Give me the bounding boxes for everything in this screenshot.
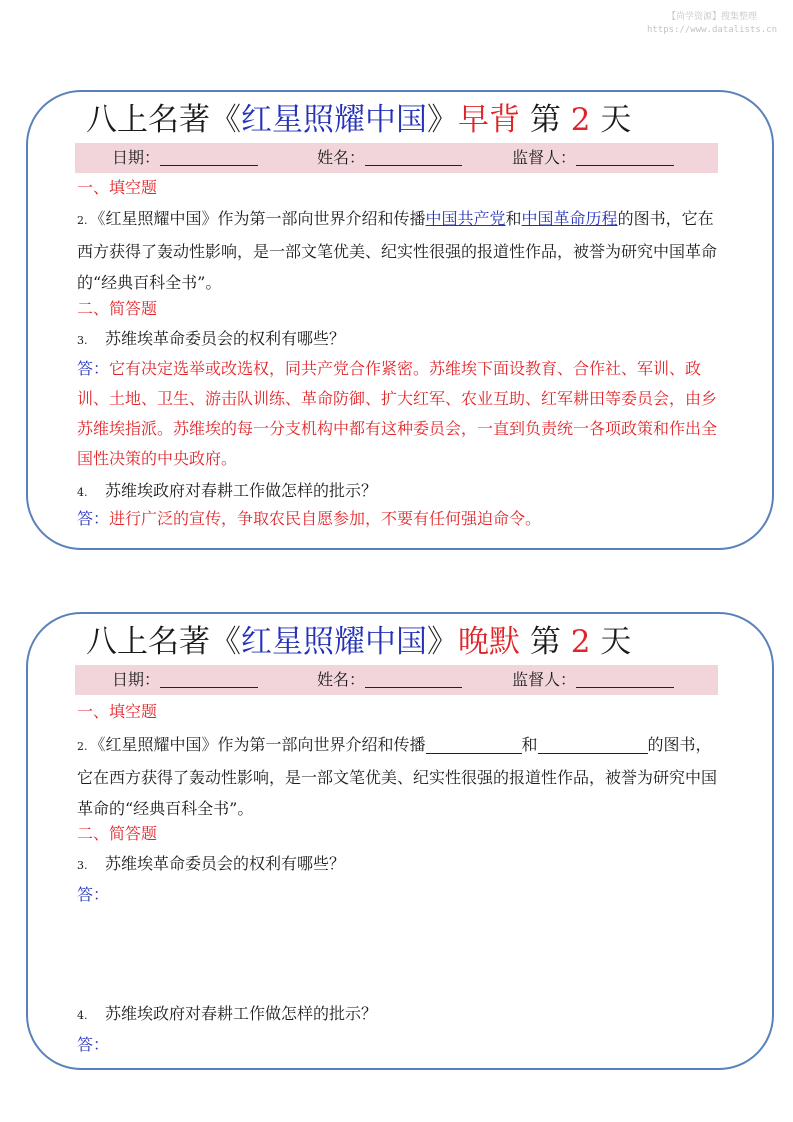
title-mode: 晚默 <box>458 624 520 660</box>
answer-label: 答： <box>77 359 110 378</box>
question-3 <box>77 848 722 881</box>
question-text: 苏维埃革命委员会的权利有哪些？ <box>105 854 346 873</box>
supervisor-label: 监督人： <box>512 670 577 689</box>
title-book: 红星照耀中国 <box>241 102 427 138</box>
name-label: 姓名： <box>317 148 366 167</box>
date-label: 日期： <box>112 670 161 689</box>
question-number: 4. <box>77 1009 88 1022</box>
name-label: 姓名： <box>317 670 366 689</box>
answer-link-2[interactable]: 中国革命历程 <box>521 209 618 228</box>
supervisor-label: 监督人： <box>512 148 577 167</box>
date-label: 日期： <box>112 148 161 167</box>
title-day-post: 天 <box>590 102 632 138</box>
title-mode: 早背 <box>458 102 520 138</box>
date-field[interactable] <box>112 665 258 695</box>
question-number: 2. <box>77 214 88 227</box>
question-2 <box>77 729 722 824</box>
question-text-end: 的图书，它在西方获得了轰动性影响，是一部文笔优美、纪实性很强的报道性作品，被誉为研究中国革命的“经典百科全书”。 <box>77 735 718 818</box>
question-4 <box>77 998 722 1031</box>
title-day-num: 2 <box>570 624 591 660</box>
answer-text: 进行广泛的宣传，争取农民自愿参加，不要有任何强迫命令。 <box>109 509 542 528</box>
question-text: 苏维埃政府对春耕工作做怎样的批示？ <box>105 481 378 500</box>
title-day-pre: 第 <box>520 624 571 660</box>
question-text: 苏维埃革命委员会的权利有哪些？ <box>105 329 346 348</box>
question-text: 《红星照耀中国》作为第一部向世界介绍和传播 <box>89 735 426 754</box>
evening-card <box>26 612 774 1070</box>
question-2 <box>77 203 722 298</box>
answer-label: 答： <box>77 885 110 904</box>
title-suffix: 》 <box>427 102 458 138</box>
title-day-num: 2 <box>570 102 591 138</box>
date-field[interactable] <box>112 143 258 173</box>
section-fill-blank: 一、填空题 <box>77 702 158 721</box>
section-short-answer: 二、简答题 <box>77 824 158 843</box>
answer-4 <box>77 504 722 534</box>
question-number: 3. <box>77 334 88 347</box>
name-field[interactable] <box>317 665 462 695</box>
info-bar <box>75 143 718 173</box>
question-text: 《红星照耀中国》作为第一部向世界介绍和传播 <box>89 209 426 228</box>
watermark-line1: 【尚学资源】搜集整理 <box>666 12 757 22</box>
answer-link-1[interactable]: 中国共产党 <box>425 209 506 228</box>
question-3 <box>77 323 722 356</box>
answer-3 <box>77 354 722 474</box>
supervisor-field[interactable] <box>512 665 674 695</box>
question-text-end: 的图书，它在西方获得了轰动性影响，是一部文笔优美、纪实性很强的报道性作品，被誉为研究中国革命的“经典百科全书”。 <box>77 209 718 292</box>
title-day-pre: 第 <box>520 102 571 138</box>
card-title <box>86 620 631 664</box>
answer-label: 答： <box>77 1035 110 1054</box>
answer-label: 答： <box>77 509 110 528</box>
title-book: 红星照耀中国 <box>241 624 427 660</box>
answer-4[interactable] <box>77 1030 722 1060</box>
watermark <box>647 11 777 37</box>
title-prefix: 八上名著《 <box>86 624 241 660</box>
question-number: 2. <box>77 740 88 753</box>
section-fill-blank: 一、填空题 <box>77 178 158 197</box>
question-number: 3. <box>77 859 88 872</box>
section-short-answer: 二、简答题 <box>77 299 158 318</box>
question-text: 苏维埃政府对春耕工作做怎样的批示？ <box>105 1004 378 1023</box>
info-bar <box>75 665 718 695</box>
question-and: 和 <box>521 735 538 754</box>
supervisor-field[interactable] <box>512 143 674 173</box>
answer-blank-2[interactable] <box>538 735 648 754</box>
answer-3[interactable] <box>77 880 722 910</box>
title-suffix: 》 <box>427 624 458 660</box>
watermark-line2: https://www.datalists.cn <box>646 25 777 35</box>
card-title <box>86 98 631 142</box>
question-and: 和 <box>505 209 522 228</box>
question-number: 4. <box>77 486 88 499</box>
answer-text: 它有决定选举或改选权，同共产党合作紧密。苏维埃下面设教育、合作社、军训、政训、土地、卫生、游击队训练、革命防御、扩大红军、农业互助、红军耕田等委员会，由乡苏维埃指派。苏维埃的每一分支机构中都有这种委员会，一直到负责统一各项政策和作出全国性决策的中央政府。 <box>77 359 718 468</box>
answer-blank-1[interactable] <box>426 735 522 754</box>
title-day-post: 天 <box>590 624 632 660</box>
morning-card <box>26 90 774 550</box>
title-prefix: 八上名著《 <box>86 102 241 138</box>
name-field[interactable] <box>317 143 462 173</box>
